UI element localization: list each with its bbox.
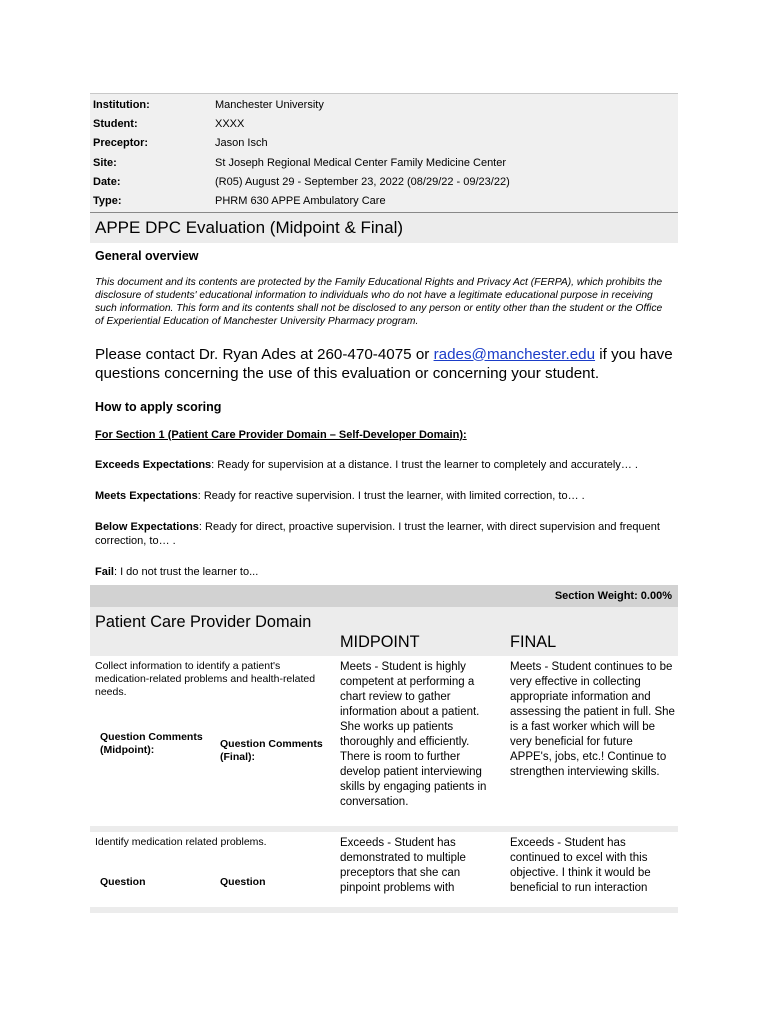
criterion-term: Fail xyxy=(95,565,114,578)
objective-row xyxy=(90,656,678,826)
title-band xyxy=(90,213,678,243)
objective-row xyxy=(90,832,678,907)
info-label: Preceptor: xyxy=(93,137,149,150)
criterion-fail xyxy=(90,565,678,579)
midpoint-comment: Meets - Student is highly competent at performing a chart review to gather information about a patient. She works up patients thoroughly and efficiently. There is room to further develop patient interviewing skills by engaging patients in conversation. xyxy=(340,660,487,808)
final-comment: Exceeds - Student has continued to excel with this objective. I think it would be beneficial to run interaction xyxy=(510,836,651,894)
objective-cell xyxy=(90,656,335,826)
contact-email-link[interactable]: rades@manchester.edu xyxy=(433,345,596,363)
midpoint-column-header: MIDPOINT xyxy=(340,632,420,651)
criterion-term: Below Expectations xyxy=(95,520,199,533)
objective-text: Collect information to identify a patient's medication-related problems and health-related needs. xyxy=(95,659,316,698)
info-value: XXXX xyxy=(215,117,245,130)
scoring-heading: How to apply scoring xyxy=(95,399,222,414)
question-comments-midpoint-label: Question Comments (Midpoint): xyxy=(100,730,203,756)
info-label: Institution: xyxy=(93,98,150,111)
info-label: Type: xyxy=(93,195,122,208)
ferpa-notice: This document and its contents are protected by the Family Educational Rights and Privacy Act (FERPA), which prohibits the disclosure of students' educational information to individuals who do not have a legitimate educational purpose in receiving such information. This form and its contents shall not be disclosed to any person or entity other than the student or the Office of Experiential Education of Manchester University Pharmacy program. xyxy=(95,276,663,328)
criterion-text: : Ready for direct, proactive supervision. I trust the learner, with direct supervision and frequent correction, to… . xyxy=(95,520,660,547)
contact-paragraph xyxy=(90,345,678,384)
criterion-term: Meets Expectations xyxy=(95,489,198,502)
info-value: (R05) August 29 - September 23, 2022 (08/29/22 - 09/23/22) xyxy=(215,175,510,188)
criterion-below xyxy=(90,520,678,548)
info-row-preceptor xyxy=(90,134,678,153)
criterion-meets xyxy=(90,489,678,503)
info-label: Site: xyxy=(93,156,117,169)
contact-text-before: Please contact Dr. Ryan Ades at 260-470-4075 or xyxy=(95,345,434,363)
page-title: APPE DPC Evaluation (Midpoint & Final) xyxy=(95,217,404,237)
info-label: Date: xyxy=(93,175,121,188)
info-table xyxy=(90,93,678,213)
objective-cell xyxy=(90,832,335,907)
domain-title: Patient Care Provider Domain xyxy=(95,612,312,631)
objective-text: Identify medication related problems. xyxy=(95,835,267,848)
criterion-text: : Ready for reactive supervision. I trust the learner, with limited correction, to… . xyxy=(197,489,585,502)
midpoint-comment: Exceeds - Student has demonstrated to multiple preceptors that she can pinpoint problems with xyxy=(340,836,466,894)
info-row-site xyxy=(90,153,678,172)
criterion-term: Exceeds Expectations xyxy=(95,458,212,471)
info-row-date xyxy=(90,172,678,191)
question-comments-final-label: Question Comments (Final): xyxy=(220,737,323,763)
domain-header xyxy=(90,607,678,656)
contact-text-after: if you have questions concerning the use of this evaluation or concerning your student. xyxy=(95,345,673,383)
question-labels xyxy=(95,731,330,764)
info-value: St Joseph Regional Medical Center Family Medicine Center xyxy=(215,156,507,169)
final-column-header: FINAL xyxy=(510,632,557,651)
criterion-exceeds xyxy=(90,458,678,472)
info-label: Student: xyxy=(93,117,138,130)
info-row-type xyxy=(90,191,678,210)
section-weight: Section Weight: 0.00% xyxy=(90,585,678,607)
info-row-student xyxy=(90,114,678,133)
general-overview-heading: General overview xyxy=(95,248,199,263)
question-label-midpoint: Question xyxy=(100,875,146,888)
row-divider xyxy=(90,907,678,913)
evaluation-document xyxy=(90,93,678,913)
info-row-institution xyxy=(90,95,678,114)
criterion-text: : I do not trust the learner to... xyxy=(113,565,259,578)
info-value: Jason Isch xyxy=(215,137,268,150)
question-label-final: Question xyxy=(220,875,266,888)
final-comment: Meets - Student continues to be very effective in collecting appropriate information and assessing the patient in full. She is a fast worker which will be very beneficial for future APPE's, jobs, etc.! Continue to strengthen interviewing skills. xyxy=(510,660,675,778)
info-value: Manchester University xyxy=(215,98,324,111)
section1-heading: For Section 1 (Patient Care Provider Domain – Self-Developer Domain): xyxy=(95,428,467,441)
criterion-text: : Ready for supervision at a distance. I trust the learner to completely and accurately… . xyxy=(211,458,638,471)
question-labels xyxy=(95,876,330,889)
info-value: PHRM 630 APPE Ambulatory Care xyxy=(215,195,386,208)
